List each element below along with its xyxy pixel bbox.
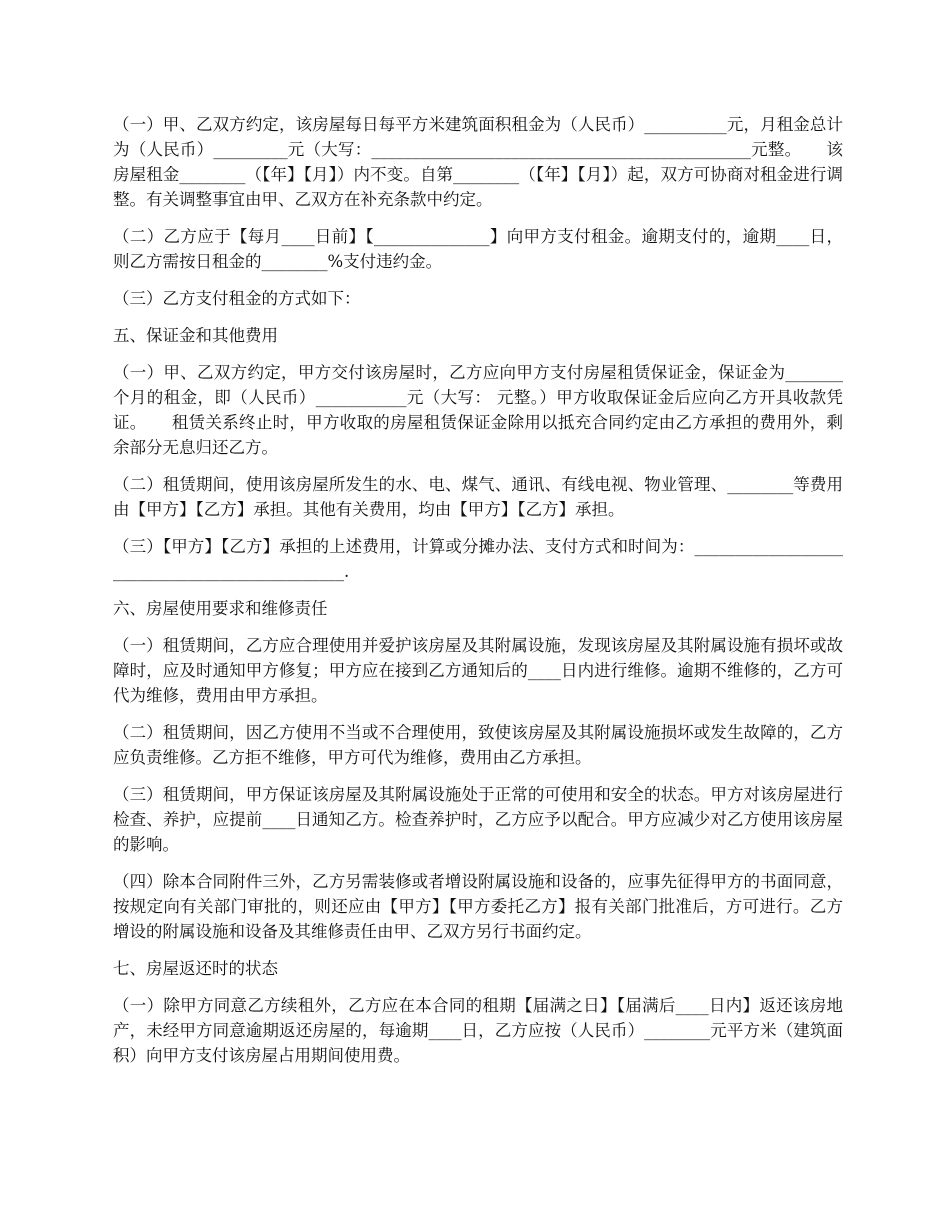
repair-clause-2: （二）租赁期间，因乙方使用不当或不合理使用，致使该房屋及其附属设施损坏或发生故障的，乙方应负责维修。乙方拒不维修，甲方可代为维修，费用由乙方承担。 — [113, 723, 843, 767]
repair-clause-4: （四）除本合同附件三外，乙方另需装修或者增设附属设施和设备的，应事先征得甲方的书面同意，按规定向有关部门审批的，则还应由【甲方】【甲方委托乙方】报有关部门批准后，方可进行。乙方增设的附属设施和设备及其维修责任由甲、乙双方另行书面约定。 — [113, 872, 843, 941]
rent-clause-3: （三）乙方支付租金的方式如下： — [113, 289, 361, 308]
rent-clause-1: （一）甲、乙双方约定，该房屋每日每平方米建筑面积租金为（人民币）__________元，月租金总计为（人民币）_________元（大写：______________________________________________元整。 该房屋租金________（【年】【月】）内不变。自第________（【年】【月】）起，双方可协商对租金进行调整。有关调整事宜由甲、乙双方在补充条款中约定。 — [113, 115, 843, 209]
section-5-heading: 五、保证金和其他费用 — [113, 326, 278, 345]
deposit-clause-1: （一）甲、乙双方约定，甲方交付该房屋时，乙方应向甲方支付房屋租赁保证金，保证金为_______个月的租金，即（人民币）___________元（大写： 元整。）甲方收取保证金后应向乙方开具收款凭证。 租赁关系终止时，甲方收取的房屋租赁保证金除用以抵充合同约定由乙方承担的费用外，剩余部分无息归还乙方。 — [113, 363, 843, 457]
deposit-clause-2: （二）租赁期间，使用该房屋所发生的水、电、煤气、通讯、有线电视、物业管理、________等费用由【甲方】【乙方】承担。其他有关费用，均由【甲方】【乙方】承担。 — [113, 475, 843, 519]
section-7-heading: 七、房屋返还时的状态 — [113, 959, 278, 978]
section-6-heading: 六、房屋使用要求和维修责任 — [113, 599, 328, 618]
deposit-clause-3: （三）【甲方】【乙方】承担的上述费用，计算或分摊办法、支付方式和时间为：______________________________________________. — [113, 537, 843, 581]
document-page — [113, 112, 843, 1080]
return-clause-1: （一）除甲方同意乙方续租外，乙方应在本合同的租期【届满之日】【届满后____日内】返还该房地产，未经甲方同意逾期返还房屋的，每逾期____日，乙方应按（人民币）________元平方米（建筑面积）向甲方支付该房屋占用期间使用费。 — [113, 996, 843, 1065]
repair-clause-3: （三）租赁期间，甲方保证该房屋及其附属设施处于正常的可使用和安全的状态。甲方对该房屋进行检查、养护，应提前____日通知乙方。检查养护时，乙方应予以配合。甲方应减少对乙方使用该房屋的影响。 — [113, 785, 843, 854]
rent-clause-2: （二）乙方应于【每月____日前】【______________】向甲方支付租金。逾期支付的，逾期____日，则乙方需按日租金的________%支付违约金。 — [113, 227, 843, 271]
repair-clause-1: （一）租赁期间，乙方应合理使用并爱护该房屋及其附属设施，发现该房屋及其附属设施有损坏或故障时，应及时通知甲方修复；甲方应在接到乙方通知后的____日内进行维修。逾期不维修的，乙方可代为维修，费用由甲方承担。 — [113, 636, 843, 705]
